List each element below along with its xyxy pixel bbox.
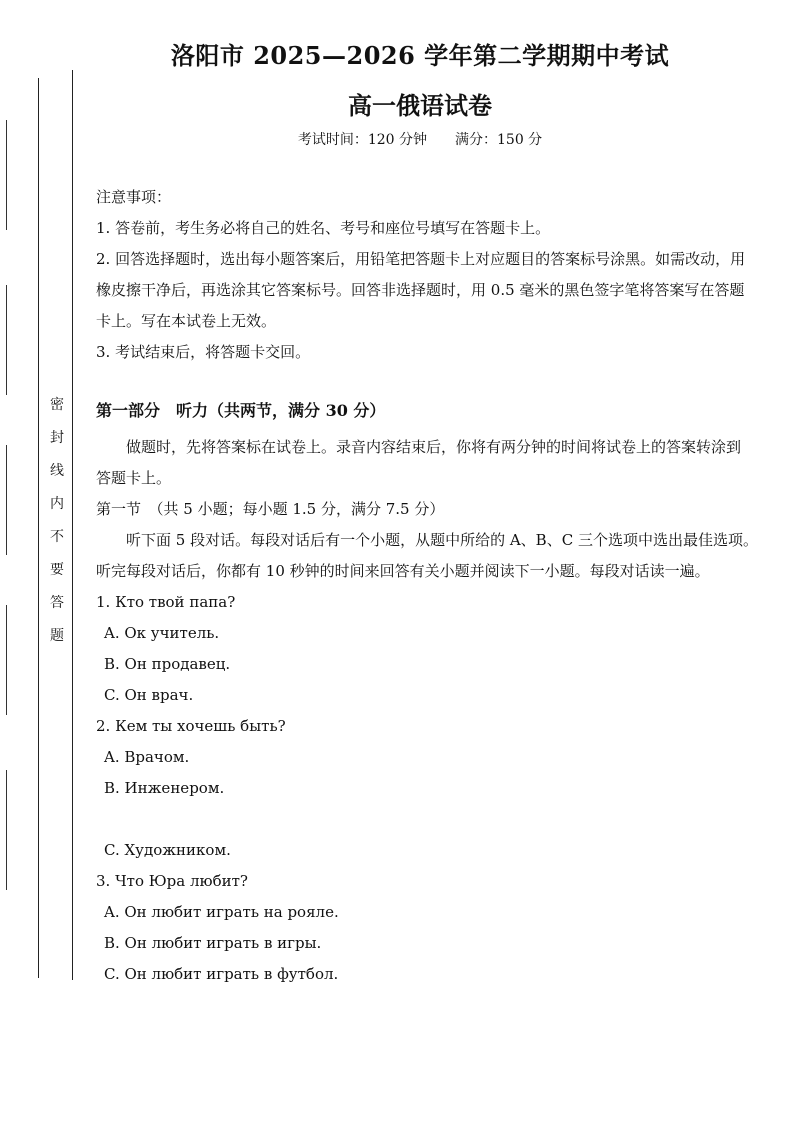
notes-item: 1. 答卷前，考生务必将自己的姓名、考号和座位号填写在答题卡上。 <box>96 219 551 237</box>
exam-score: 满分：150 分 <box>455 132 543 148</box>
seal-char: 答 <box>50 595 64 611</box>
question: 2. Кем ты хочешь быть? <box>96 717 286 735</box>
question: 3. Что Юра любит? <box>96 872 248 890</box>
question: 1. Кто твой папа? <box>96 593 236 611</box>
question-option: C. Он любит играть в футбол. <box>104 965 339 983</box>
notes-heading: 注意事项： <box>96 188 172 206</box>
exam-time: 考试时间：120 分钟 <box>297 132 427 148</box>
seal-char: 内 <box>50 496 64 512</box>
exam-content <box>96 182 790 990</box>
part-instructions: 做题时，先将答案标在试卷上。录音内容结束后，你将有两分钟的时间将试卷上的答案转涂到 <box>126 438 742 456</box>
seal-char: 题 <box>50 628 64 644</box>
notes-item: 3. 考试结束后，将答题卡交回。 <box>96 343 311 361</box>
part-title: 第一部分 听力（共两节，满分 30 分） <box>96 401 386 420</box>
seal-char: 封 <box>50 430 64 446</box>
exam-subtitle: 高一俄语试卷 <box>348 91 492 120</box>
section-instructions: 听完每段对话后，你都有 10 秒钟的时间来回答有关小题并阅读下一小题。每段对话读一遍。 <box>96 562 710 580</box>
section-title: 第一节 （共 5 小题；每小题 1.5 分，满分 7.5 分） <box>96 500 445 518</box>
binding-line-outer <box>72 70 73 980</box>
seal-char: 线 <box>50 463 64 479</box>
question-option: A. Ок учитель. <box>104 624 220 642</box>
question-option: C. Он врач. <box>104 686 194 704</box>
exam-title: 洛阳市 2025—2026 学年第二学期期中考试 <box>170 41 670 70</box>
seal-char: 不 <box>50 529 64 545</box>
margin-edge-line <box>6 770 7 890</box>
seal-char: 要 <box>50 562 64 578</box>
question-option: A. Он любит играть на рояле. <box>104 903 339 921</box>
question-option: B. Он продавец. <box>104 655 231 673</box>
question-option: B. Инженером. <box>104 779 225 797</box>
part-instructions: 答题卡上。 <box>96 469 172 487</box>
seal-char: 密 <box>50 397 64 413</box>
notes-item: 2. 回答选择题时，选出每小题答案后，用铅笔把答题卡上对应题目的答案标号涂黑。如需改动，用 <box>96 250 746 268</box>
section-instructions: 听下面 5 段对话。每段对话后有一个小题，从题中所给的 A、B、C 三个选项中选出最佳选项。 <box>126 531 758 549</box>
question-option: A. Врачом. <box>104 748 190 766</box>
seal-line-warning <box>47 398 67 662</box>
notes-item: 卡上。写在本试卷上无效。 <box>96 312 277 330</box>
notes-item: 橡皮擦干净后，再选涂其它答案标号。回答非选择题时，用 0.5 毫米的黑色签字笔将答案写在答题 <box>96 281 745 299</box>
exam-meta <box>0 129 800 149</box>
binding-line-inner <box>38 78 39 978</box>
question-option: B. Он любит играть в игры. <box>104 934 322 952</box>
question-option: C. Художником. <box>104 841 231 859</box>
margin-edge-line <box>6 445 7 555</box>
margin-edge-line <box>6 285 7 395</box>
margin-edge-line <box>6 605 7 715</box>
